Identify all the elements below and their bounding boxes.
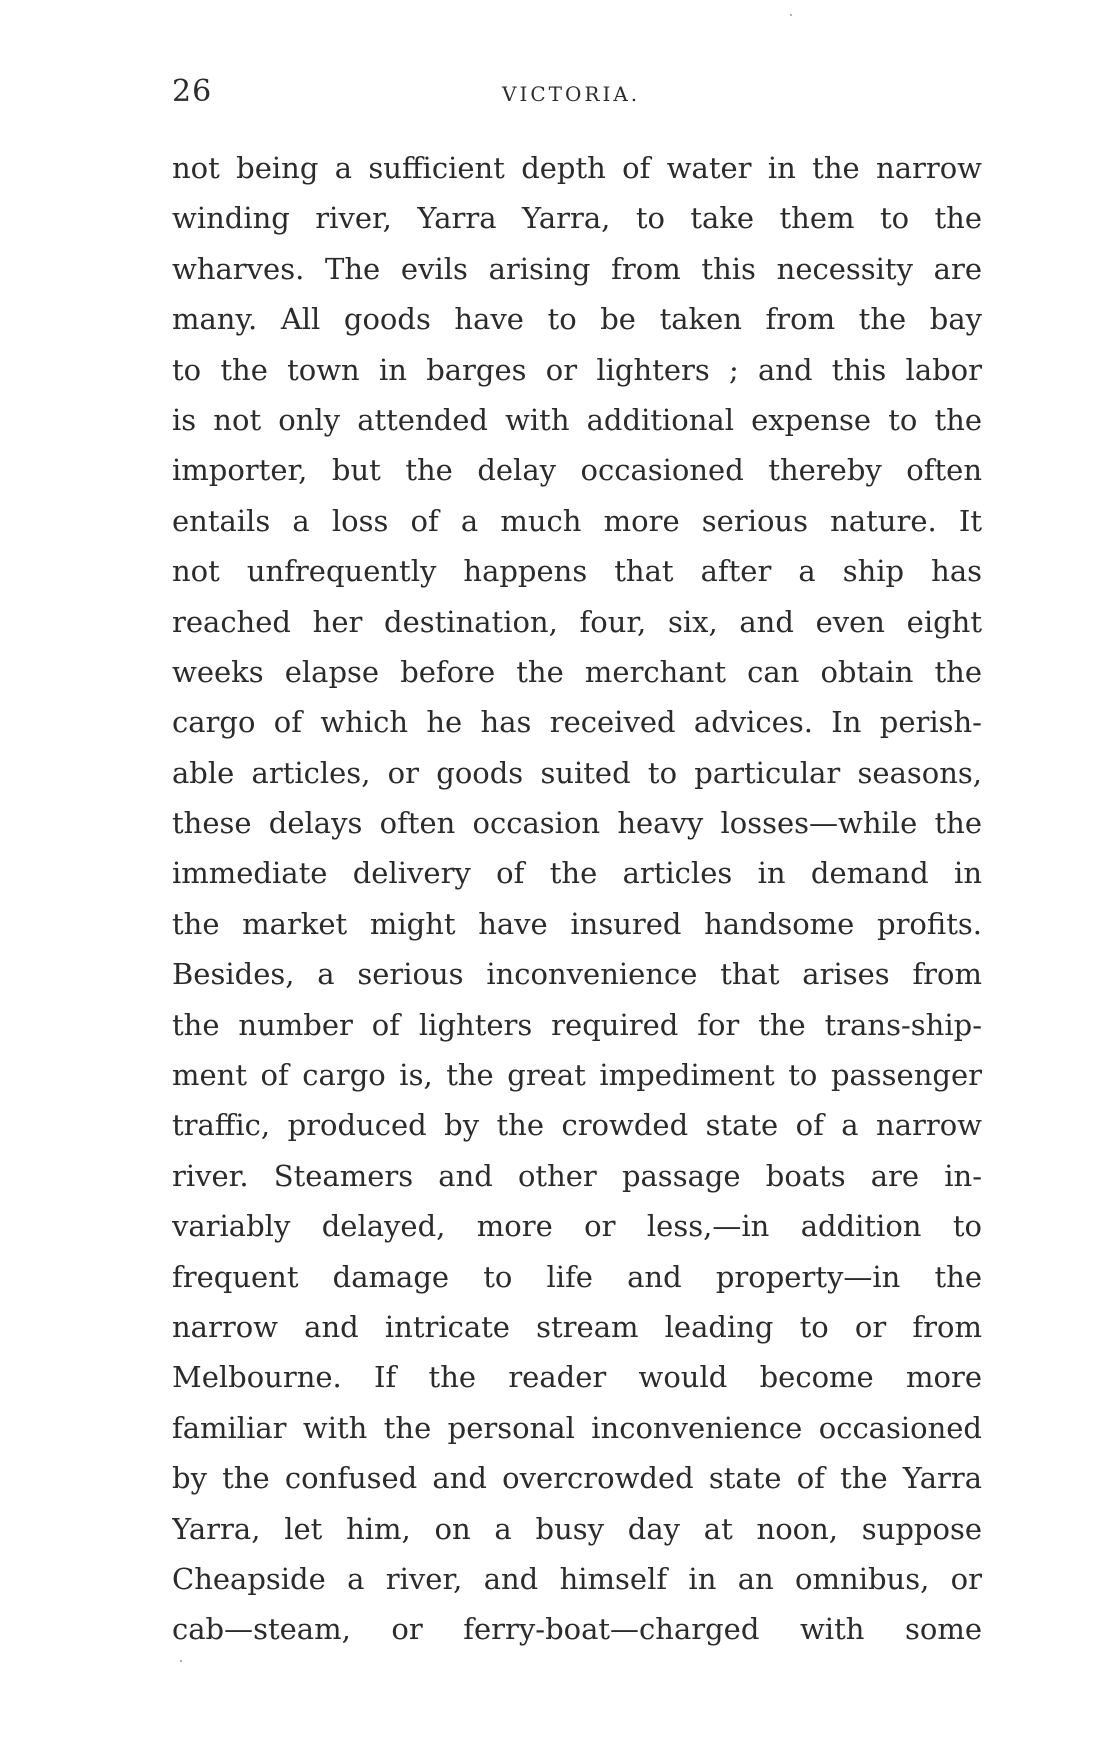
text-line: narrow and intricate stream leading to or from xyxy=(172,1309,982,1344)
page-header xyxy=(172,60,982,120)
text-line: immediate delivery of the articles in demand in xyxy=(172,856,982,891)
text-line: traffic, produced by the crowded state of a narrow xyxy=(172,1108,982,1143)
text-line: the market might have insured handsome profits. xyxy=(172,906,982,941)
text-line: entails a loss of a much more serious nature. It xyxy=(172,503,982,538)
text-line: river. Steamers and other passage boats are in- xyxy=(172,1158,982,1193)
text-line: Yarra, let him, on a busy day at noon, suppose xyxy=(172,1511,982,1546)
text-line: winding river, Yarra Yarra, to take them to the xyxy=(172,201,982,236)
text-line: Cheapside a river, and himself in an omnibus, or xyxy=(172,1561,982,1596)
text-line: frequent damage to life and property—in the xyxy=(172,1259,982,1294)
text-line: many. All goods have to be taken from the bay xyxy=(172,302,982,337)
text-line: familiar with the personal inconvenience occasioned xyxy=(172,1410,982,1445)
paper-speck xyxy=(790,14,792,16)
text-line: by the confused and overcrowded state of the Yarra xyxy=(172,1461,982,1496)
text-line: Besides, a serious inconvenience that arises from xyxy=(172,957,982,992)
text-line: not being a sufficient depth of water in the narrow xyxy=(172,151,982,185)
text-line: these delays often occasion heavy losses—while the xyxy=(172,806,982,841)
page-number: 26 xyxy=(172,74,213,109)
text-line: cab—steam, or ferry-boat—charged with some xyxy=(172,1612,982,1647)
running-title: VICTORIA. xyxy=(502,82,641,106)
text-line: reached her destination, four, six, and even eight xyxy=(172,604,982,639)
body-text xyxy=(172,143,982,1655)
text-line: weeks elapse before the merchant can obtain the xyxy=(172,654,982,689)
text-line: importer, but the delay occasioned thereby often xyxy=(172,453,982,488)
text-line: ment of cargo is, the great impediment to passenger xyxy=(172,1058,982,1093)
text-line: the number of lighters required for the trans-ship- xyxy=(172,1007,982,1042)
text-line: Melbourne. If the reader would become more xyxy=(172,1360,982,1395)
text-line: cargo of which he has received advices. In perish- xyxy=(172,705,982,740)
text-line: not unfrequently happens that after a ship has xyxy=(172,554,982,589)
text-line: is not only attended with additional expense to the xyxy=(172,402,982,437)
text-line: variably delayed, more or less,—in addition to xyxy=(172,1209,982,1244)
text-line: able articles, or goods suited to particular seasons, xyxy=(172,755,982,790)
text-line: to the town in barges or lighters ; and this labor xyxy=(172,352,982,387)
paper-speck xyxy=(180,1660,182,1662)
text-line: wharves. The evils arising from this necessity are xyxy=(172,251,982,286)
